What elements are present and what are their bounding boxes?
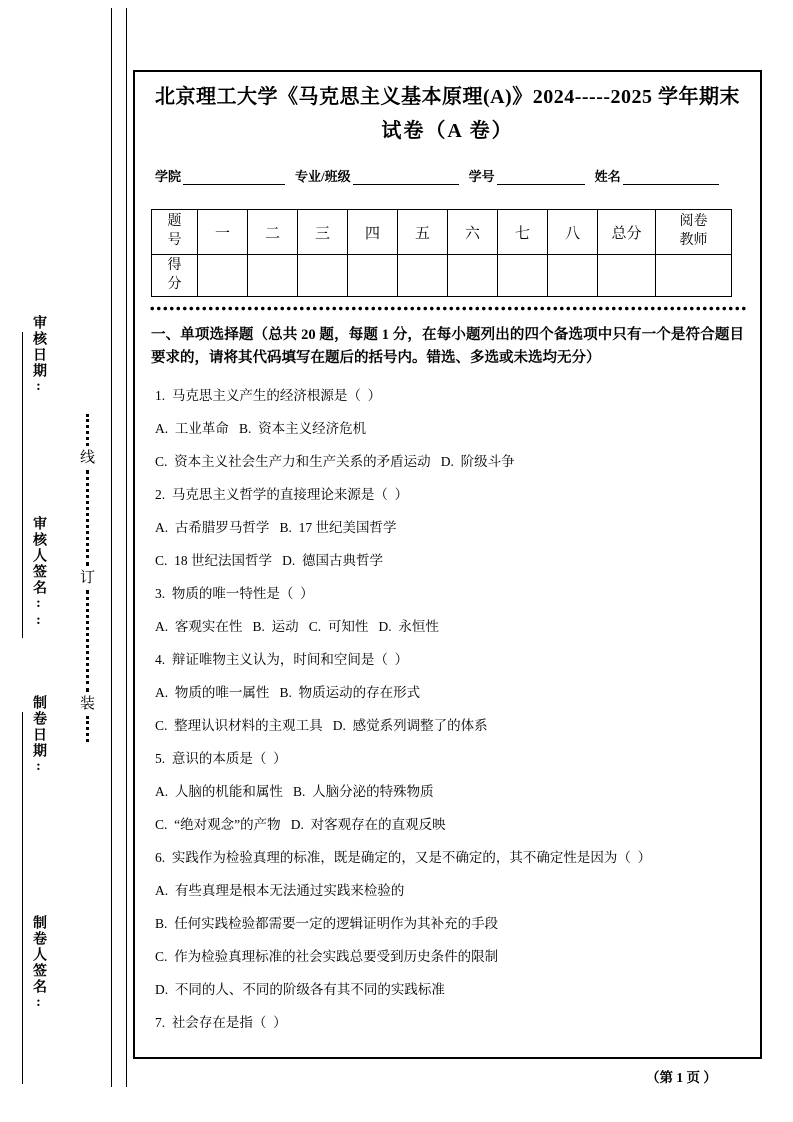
side-fill-blank-lower (22, 712, 23, 1084)
question-line: A. 有些真理是根本无法通过实践来检验的 (155, 883, 405, 898)
name-label: 姓名 (594, 169, 621, 184)
score-cell (448, 255, 498, 297)
papermaking-date-label: 制卷日期: (31, 695, 46, 776)
binding-char-ding: 订 (80, 570, 96, 586)
exam-sheet (133, 70, 762, 1059)
major-class-label: 专业/班级 (295, 169, 351, 184)
grader-header-cell: 阅卷教师 (656, 210, 732, 255)
score-table-score-row (152, 255, 732, 297)
score-cell (656, 255, 732, 297)
col-8-cell: 八 (548, 210, 598, 255)
binding-char-zhuang: 装 (80, 696, 96, 712)
score-cell (198, 255, 248, 297)
question-line: 2. 马克思主义哲学的直接理论来源是（ ） (155, 487, 409, 502)
col-1-cell: 一 (198, 210, 248, 255)
college-blank (183, 168, 285, 185)
total-score-header-cell: 总分 (598, 210, 656, 255)
col-5-cell: 五 (398, 210, 448, 255)
question-line: 6. 实践作为检验真理的标准，既是确定的，又是不确定的，其不确定性是因为（ ） (155, 850, 652, 865)
dotted-segment (86, 414, 89, 446)
student-id-label: 学号 (468, 169, 495, 184)
major-class-blank (353, 168, 459, 185)
binding-char-xian: 线 (80, 450, 96, 466)
score-cell (498, 255, 548, 297)
col-2-cell: 二 (248, 210, 298, 255)
side-fill-blank-upper (22, 332, 23, 638)
question-line: A. 古希腊罗马哲学 B. 17 世纪美国哲学 (155, 520, 397, 535)
binding-dotted-line (80, 414, 95, 748)
page-number: （第 1 页 ） (646, 1070, 717, 1085)
question-line: A. 工业革命 B. 资本主义经济危机 (155, 421, 367, 436)
score-table-header-row (152, 210, 732, 255)
score-cell (298, 255, 348, 297)
question-line: A. 客观实在性 B. 运动 C. 可知性 D. 永恒性 (155, 619, 439, 634)
question-line: 1. 马克思主义产生的经济根源是（ ） (155, 388, 382, 403)
papermaker-signature-label: 制卷人签名: (31, 915, 46, 1012)
col-3-cell: 三 (298, 210, 348, 255)
student-info-row (155, 166, 740, 185)
question-line: C. 资本主义社会生产力和生产关系的矛盾运动 D. 阶级斗争 (155, 454, 515, 469)
question-line: D. 不同的人、不同的阶级各有其不同的实践标准 (155, 982, 445, 997)
exam-title-line1: 北京理工大学《马克思主义基本原理(A)》2024-----2025 学年期末 (154, 86, 741, 108)
question-line: C. 作为检验真理标准的社会实践总要受到历史条件的限制 (155, 949, 499, 964)
question-line: B. 任何实践检验都需要一定的逻辑证明作为其补充的手段 (155, 916, 499, 931)
section-one-heading: 一、单项选择题（总共 20 题，每题 1 分，在每小题列出的四个备选项中只有一个是符合题目要求的，请将其代码填写在题后的括号内。错选、多选或未选均无分） (151, 327, 744, 366)
col-6-cell: 六 (448, 210, 498, 255)
question-line: A. 物质的唯一属性 B. 物质运动的存在形式 (155, 685, 421, 700)
question-line: 7. 社会存在是指（ ） (155, 1015, 287, 1030)
score-cell (548, 255, 598, 297)
question-line: C. 整理认识材料的主观工具 D. 感觉系列调整了的体系 (155, 718, 488, 733)
dotted-segment (86, 470, 89, 566)
binding-rule-left (111, 8, 112, 1087)
col-7-cell: 七 (498, 210, 548, 255)
exam-title-line2: 试卷（A 卷） (381, 120, 514, 142)
dotted-segment (86, 716, 89, 742)
score-table (151, 209, 732, 297)
review-date-label: 审核日期: (31, 315, 46, 396)
question-line: 3. 物质的唯一特性是（ ） (155, 586, 314, 601)
question-line: 5. 意识的本质是（ ） (155, 751, 287, 766)
question-line: A. 人脑的机能和属性 B. 人脑分泌的特殊物质 (155, 784, 434, 799)
college-label: 学院 (155, 169, 182, 184)
col-4-cell: 四 (348, 210, 398, 255)
question-number-header-cell: 题号 (152, 210, 198, 255)
dotted-separator (149, 306, 746, 311)
binding-rule-right (126, 8, 127, 1087)
score-cell (348, 255, 398, 297)
score-cell (598, 255, 656, 297)
score-header-cell: 得分 (152, 255, 198, 297)
score-cell (248, 255, 298, 297)
question-line: C. “绝对观念”的产物 D. 对客观存在的直观反映 (155, 817, 446, 832)
questions-block (155, 379, 744, 1039)
question-line: C. 18 世纪法国哲学 D. 德国古典哲学 (155, 553, 384, 568)
score-cell (398, 255, 448, 297)
reviewer-signature-label: 审核人签名:: (31, 516, 46, 630)
student-id-blank (497, 168, 585, 185)
question-line: 4. 辩证唯物主义认为，时间和空间是（ ） (155, 652, 409, 667)
dotted-segment (86, 590, 89, 692)
name-blank (623, 168, 719, 185)
